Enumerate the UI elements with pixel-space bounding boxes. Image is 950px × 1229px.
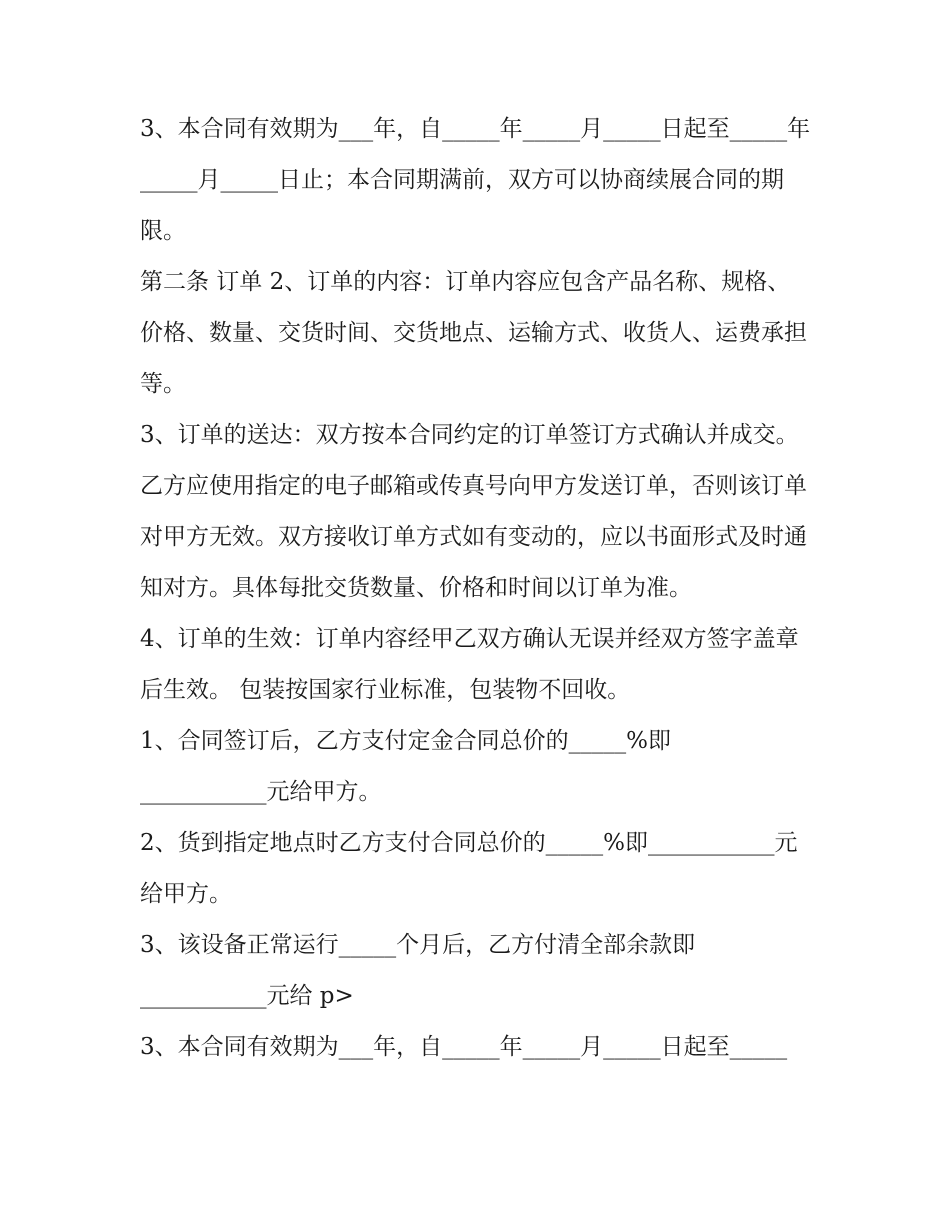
paragraph-deposit-payment: 1、合同签订后，乙方支付定金合同总价的_____%即 ___________元给甲方。 [140, 728, 671, 805]
paragraph-order-delivery: 3、订单的送达：双方按本合同约定的订单签订方式确认并成交。乙方应使用指定的电子邮箱或传真号向甲方发送订单，否则该订单对甲方无效。双方接收订单方式如有变动的，应以书面形式及时通知对方。具体每批交货数量、价格和时间以订单为准。 [140, 422, 807, 601]
document-body [140, 104, 812, 1073]
paragraph-validity-period: 3、本合同有效期为___年，自_____年_____月_____日起至_____年_____月_____日止；本合同期满前，双方可以协商续展合同的期限。 [140, 116, 811, 244]
paragraph-validity-period-repeat: 3、本合同有效期为___年，自_____年_____月_____日起至_____ [140, 1034, 788, 1060]
paragraph-final-payment: 3、该设备正常运行_____个月后，乙方付清全部余款即 ___________元给 p> [140, 932, 696, 1009]
paragraph-arrival-payment: 2、货到指定地点时乙方支付合同总价的_____%即___________元给甲方。 [140, 830, 798, 907]
paragraph-order-effective: 4、订单的生效：订单内容经甲乙双方确认无误并经双方签字盖章后生效。 包装按国家行业标准，包装物不回收。 [140, 626, 799, 703]
paragraph-order-content: 第二条 订单 2、订单的内容：订单内容应包含产品名称、规格、价格、数量、交货时间、交货地点、运输方式、收货人、运费承担等。 [140, 269, 807, 397]
